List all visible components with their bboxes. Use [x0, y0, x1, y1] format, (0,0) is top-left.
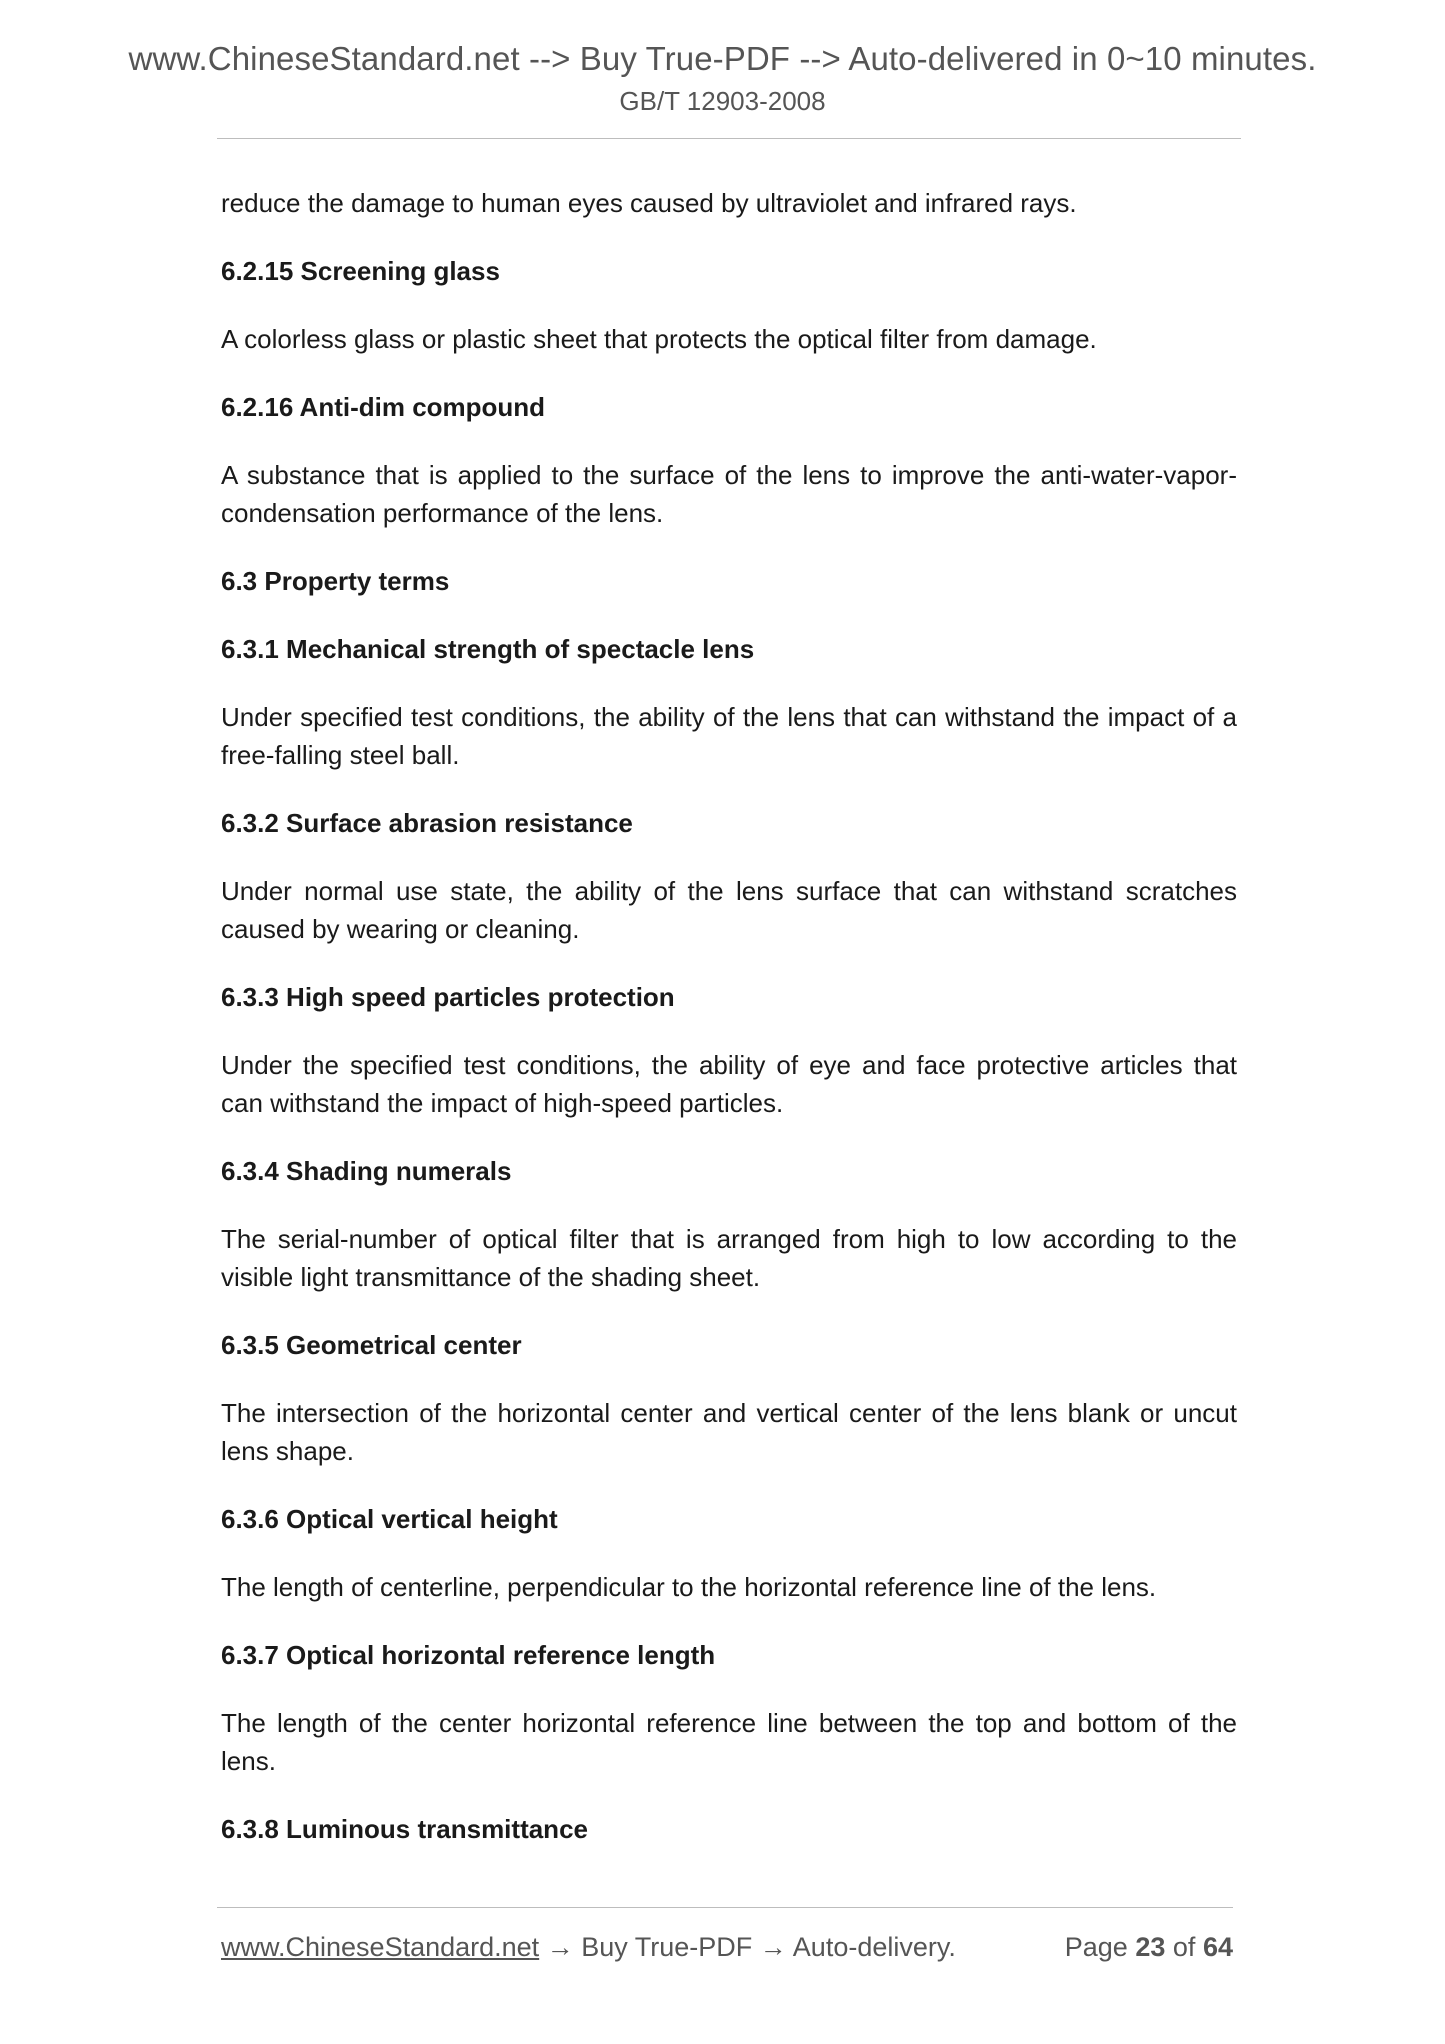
arrow-right-icon: → — [546, 1932, 574, 1962]
body-paragraph: The length of the center horizontal reference line between the top and bottom of the lens. — [221, 1708, 1237, 1776]
body-paragraph: The serial-number of optical filter that is arranged from high to low according to the visible light transmittance of the shading sheet. — [221, 1224, 1237, 1292]
footer-promo — [221, 1929, 956, 1965]
of-label: of — [1172, 1932, 1196, 1962]
section-heading: 6.2.16 Anti-dim compound — [221, 392, 546, 422]
document-body — [221, 184, 1237, 1878]
page-header — [0, 38, 1445, 118]
body-paragraph: Under the specified test conditions, the ability of eye and face protective articles that can withstand the impact of high-speed particles. — [221, 1050, 1237, 1118]
section-heading: 6.3 Property terms — [221, 566, 450, 596]
section-heading: 6.3.2 Surface abrasion resistance — [221, 808, 633, 838]
header-banner: www.ChineseStandard.net --> Buy True-PDF --> Auto-delivered in 0~10 minutes. — [128, 40, 1317, 77]
section-heading: 6.2.15 Screening glass — [221, 256, 500, 286]
section-heading: 6.3.6 Optical vertical height — [221, 1504, 558, 1534]
section-heading: 6.3.7 Optical horizontal reference length — [221, 1640, 716, 1670]
body-paragraph: Under normal use state, the ability of the lens surface that can withstand scratches caused by wearing or cleaning. — [221, 876, 1237, 944]
section-heading: 6.3.1 Mechanical strength of spectacle lens — [221, 634, 755, 664]
total-pages: 64 — [1202, 1932, 1233, 1962]
page-number: 23 — [1135, 1932, 1166, 1962]
body-paragraph: A colorless glass or plastic sheet that protects the optical filter from damage. — [221, 324, 1097, 354]
page-indicator — [1065, 1929, 1233, 1965]
body-paragraph: reduce the damage to human eyes caused by ultraviolet and infrared rays. — [221, 188, 1077, 218]
section-heading: 6.3.5 Geometrical center — [221, 1330, 522, 1360]
body-paragraph: The intersection of the horizontal center and vertical center of the lens blank or uncut lens shape. — [221, 1398, 1237, 1466]
header-divider — [217, 138, 1241, 139]
buy-text: Buy True-PDF — [581, 1932, 753, 1962]
body-paragraph: A substance that is applied to the surface of the lens to improve the anti-water-vapor-condensation performance of the lens. — [221, 460, 1237, 528]
section-heading: 6.3.3 High speed particles protection — [221, 982, 675, 1012]
site-link[interactable]: www.ChineseStandard.net — [221, 1932, 540, 1962]
standard-code: GB/T 12903-2008 — [619, 86, 826, 116]
footer-divider — [217, 1907, 1233, 1908]
arrow-right-icon: → — [759, 1932, 787, 1962]
section-heading: 6.3.4 Shading numerals — [221, 1156, 512, 1186]
section-heading: 6.3.8 Luminous transmittance — [221, 1814, 588, 1844]
delivery-text: Auto-delivery. — [792, 1932, 956, 1962]
body-paragraph: The length of centerline, perpendicular to the horizontal reference line of the lens. — [221, 1572, 1157, 1602]
page-label: Page — [1064, 1932, 1128, 1962]
body-paragraph: Under specified test conditions, the ability of the lens that can withstand the impact of a free-falling steel ball. — [221, 702, 1237, 770]
